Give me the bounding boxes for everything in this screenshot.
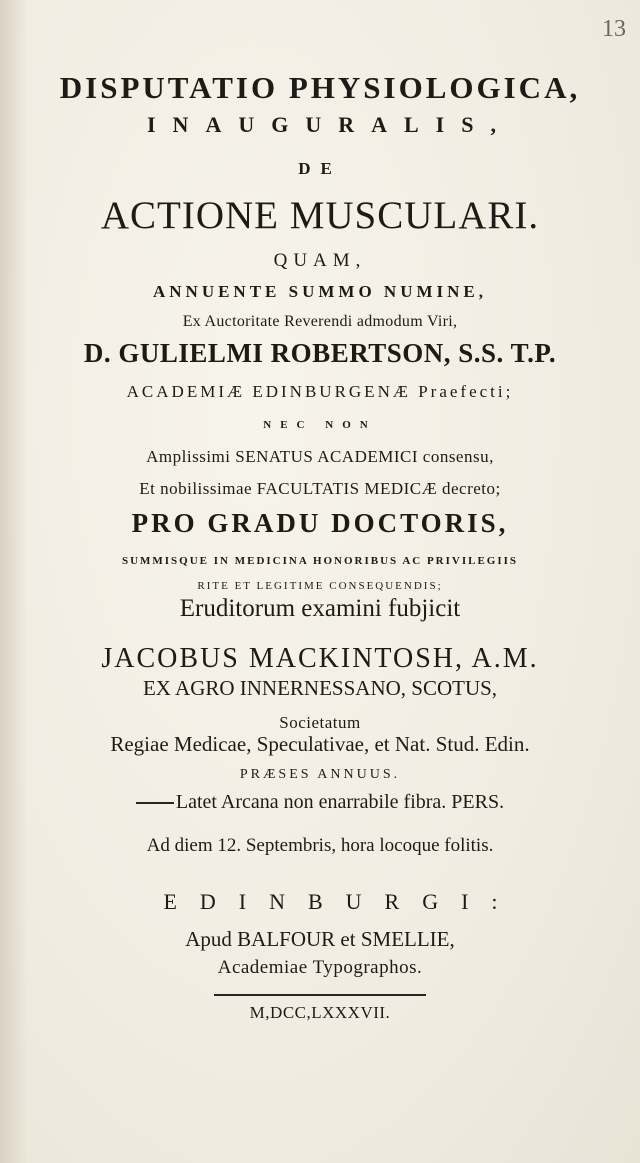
title-line-inauguralis: INAUGURALIS, <box>147 112 513 137</box>
imprint-printers: Apud BALFOUR et SMELLIE, <box>185 927 455 951</box>
title-line-de: DE <box>298 159 342 178</box>
divider-rule <box>214 994 426 996</box>
epigraph-dash <box>136 802 174 804</box>
text-societatum: Societatum <box>279 713 361 732</box>
text-praeses: PRÆSES ANNUUS. <box>239 767 401 782</box>
text-annuente: ANNUENTE SUMMO NUMINE, <box>152 282 488 301</box>
title-line-actione: ACTIONE MUSCULARI. <box>100 194 540 237</box>
text-pro-gradu: PRO GRADU DOCTORIS, <box>131 508 509 538</box>
text-eruditorum: Eruditorum examini fubjicit <box>179 595 461 622</box>
text-robertson: D. GULIELMI ROBERTSON, S.S. T.P. <box>83 338 557 368</box>
text-quam: QUAM, <box>273 250 367 271</box>
text-senatus: Amplissimi SENATUS ACADEMICI consensu, <box>146 447 494 466</box>
author-name: JACOBUS MACKINTOSH, A.M. <box>101 643 539 674</box>
text-nec-non: NEC NON <box>263 419 377 431</box>
epigraph-text: Latet Arcana non enarrabile fibra. PERS. <box>175 791 505 813</box>
title-line-disputatio: DISPUTATIO PHYSIOLOGICA, <box>59 70 581 105</box>
epigraph <box>0 791 640 814</box>
text-rite: RITE ET LEGITIME CONSEQUENDIS; <box>197 580 443 592</box>
text-auctoritate: Ex Auctoritate Reverendi admodum Viri, <box>182 313 458 330</box>
text-summisque: SUMMISQUE IN MEDICINA HONORIBUS AC PRIVILEGIIS <box>121 555 519 567</box>
imprint-typographos: Academiae Typographos. <box>217 957 423 978</box>
text-facultatis: Et nobilissimae FACULTATIS MEDICÆ decreto; <box>139 479 501 498</box>
text-regiae: Regiae Medicae, Speculativae, et Nat. Stud. Edin. <box>110 732 530 756</box>
text-academiae: ACADEMIÆ EDINBURGENÆ Praefecti; <box>126 382 514 401</box>
text-ad-diem: Ad diem 12. Septembris, hora locoque folitis. <box>146 835 494 856</box>
imprint-city: EDINBURGI: <box>163 889 521 914</box>
author-origin: EX AGRO INNERNESSANO, SCOTUS, <box>142 676 498 700</box>
page-number: 13 <box>602 16 626 42</box>
imprint-year: M,DCC,LXXXVII. <box>249 1003 391 1022</box>
